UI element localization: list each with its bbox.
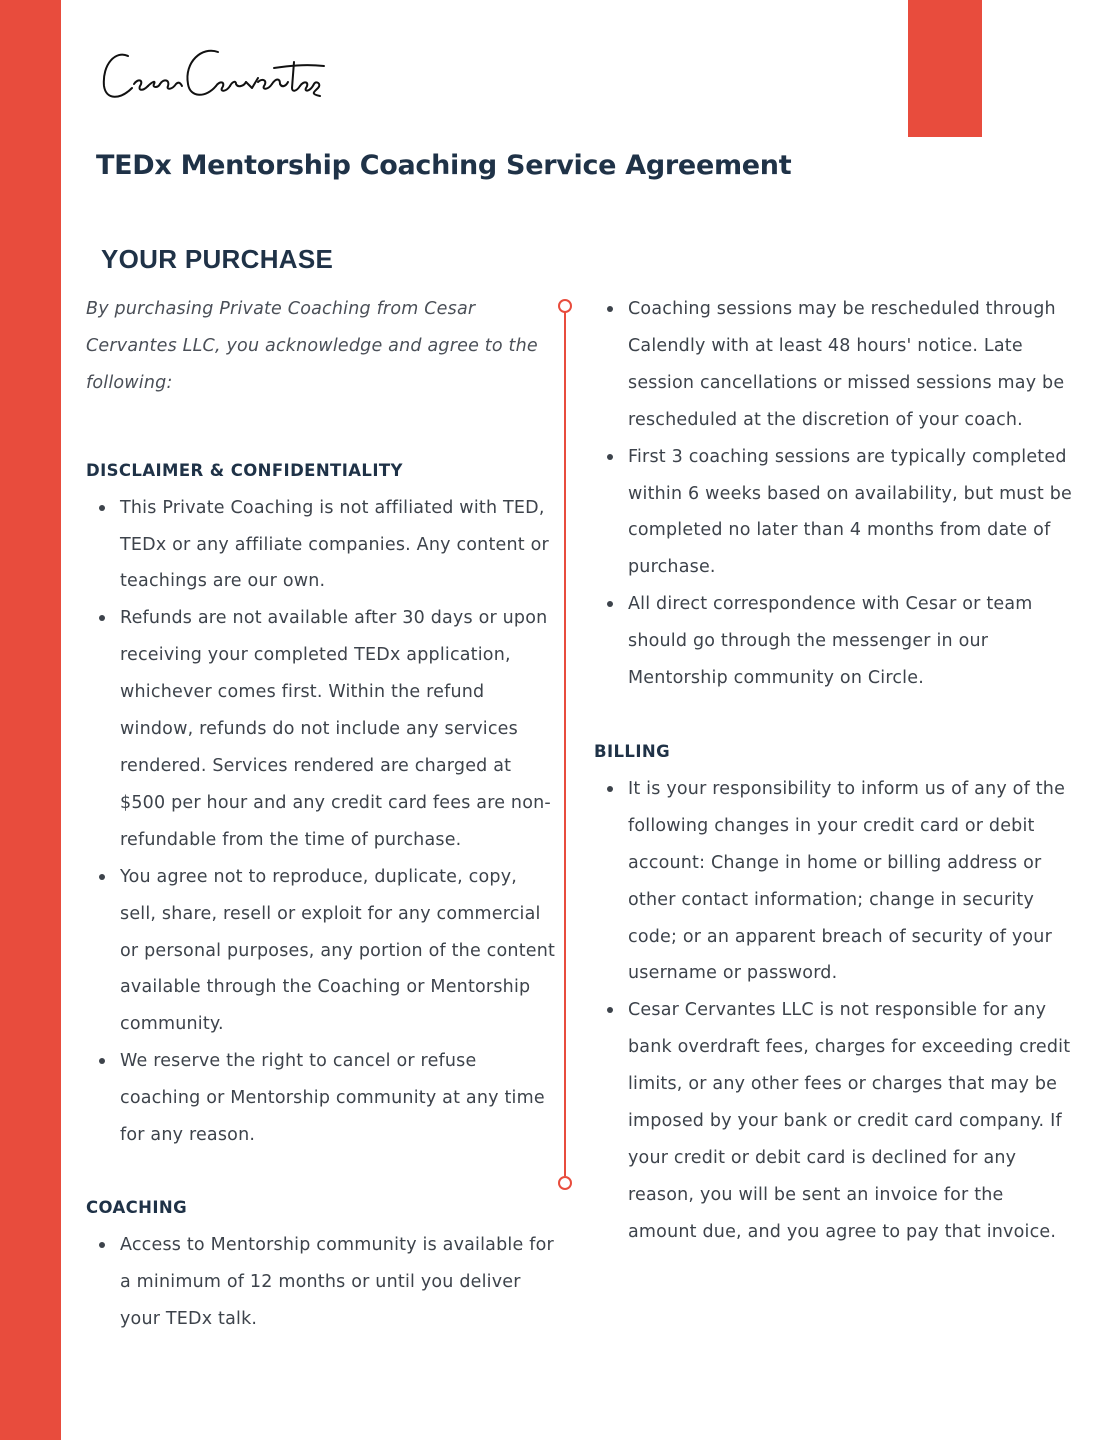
- list-item: All direct correspondence with Cesar or team should go through the messenger in our Mentorship community on Circle.: [594, 586, 1074, 697]
- list-item: You agree not to reproduce, duplicate, copy, sell, share, resell or exploit for any commercial or personal purposes, any portion of the content available through the Coaching or Mentorship community.: [86, 859, 556, 1044]
- document-title: TEDx Mentorship Coaching Service Agreement: [96, 150, 792, 181]
- list-item: Refunds are not available after 30 days or upon receiving your completed TEDx application, whichever comes first. Within the refund window, refunds do not include any services rendered. Services rendered are charged at $500 per hour and any credit card fees are non-refundable from the time of purchase.: [86, 600, 556, 858]
- list-item: We reserve the right to cancel or refuse coaching or Mentorship community at any time for any reason.: [86, 1043, 556, 1154]
- list-item: Coaching sessions may be rescheduled through Calendly with at least 48 hours' notice. Late session cancellations or missed sessions may be rescheduled at the discretion of your coach.: [594, 291, 1074, 439]
- billing-list: [594, 771, 1074, 1251]
- coaching-list-part-1: [86, 1227, 556, 1338]
- list-item: First 3 coaching sessions are typically completed within 6 weeks based on availability, but must be completed no later than 4 months from date of purchase.: [594, 439, 1074, 587]
- coaching-heading: COACHING: [86, 1197, 188, 1217]
- list-item: It is your responsibility to inform us of any of the following changes in your credit card or debit account: Change in home or billing address or other contact information; change in security code; or an apparent breach of security of your username or password.: [594, 771, 1074, 992]
- timeline-start-dot: [559, 300, 571, 312]
- timeline-end-dot: [559, 1177, 571, 1189]
- top-accent-block: [908, 0, 982, 137]
- billing-heading: BILLING: [594, 741, 671, 761]
- timeline-divider: [555, 298, 575, 1192]
- coaching-list-part-2: [594, 291, 1074, 697]
- left-accent-bar: [0, 0, 61, 1440]
- intro-paragraph: By purchasing Private Coaching from Cesar Cervantes LLC, you acknowledge and agree to the following:: [86, 299, 538, 393]
- section-title-your-purchase: YOUR PURCHASE: [101, 244, 334, 274]
- list-item: This Private Coaching is not affiliated with TED, TEDx or any affiliate companies. Any content or teachings are our own.: [86, 490, 556, 601]
- disclaimer-heading: DISCLAIMER & CONFIDENTIALITY: [86, 460, 403, 480]
- right-column: [594, 291, 1074, 1251]
- list-item: Cesar Cervantes LLC is not responsible for any bank overdraft fees, charges for exceeding credit limits, or any other fees or charges that may be imposed by your bank or credit card company. If your credit or debit card is declined for any reason, you will be sent an invoice for the amount due, and you agree to pay that invoice.: [594, 992, 1074, 1250]
- left-column: [86, 291, 556, 1338]
- disclaimer-list: [86, 490, 556, 1154]
- list-item: Access to Mentorship community is available for a minimum of 12 months or until you deliver your TEDx talk.: [86, 1227, 556, 1338]
- signature-logo: [98, 38, 328, 110]
